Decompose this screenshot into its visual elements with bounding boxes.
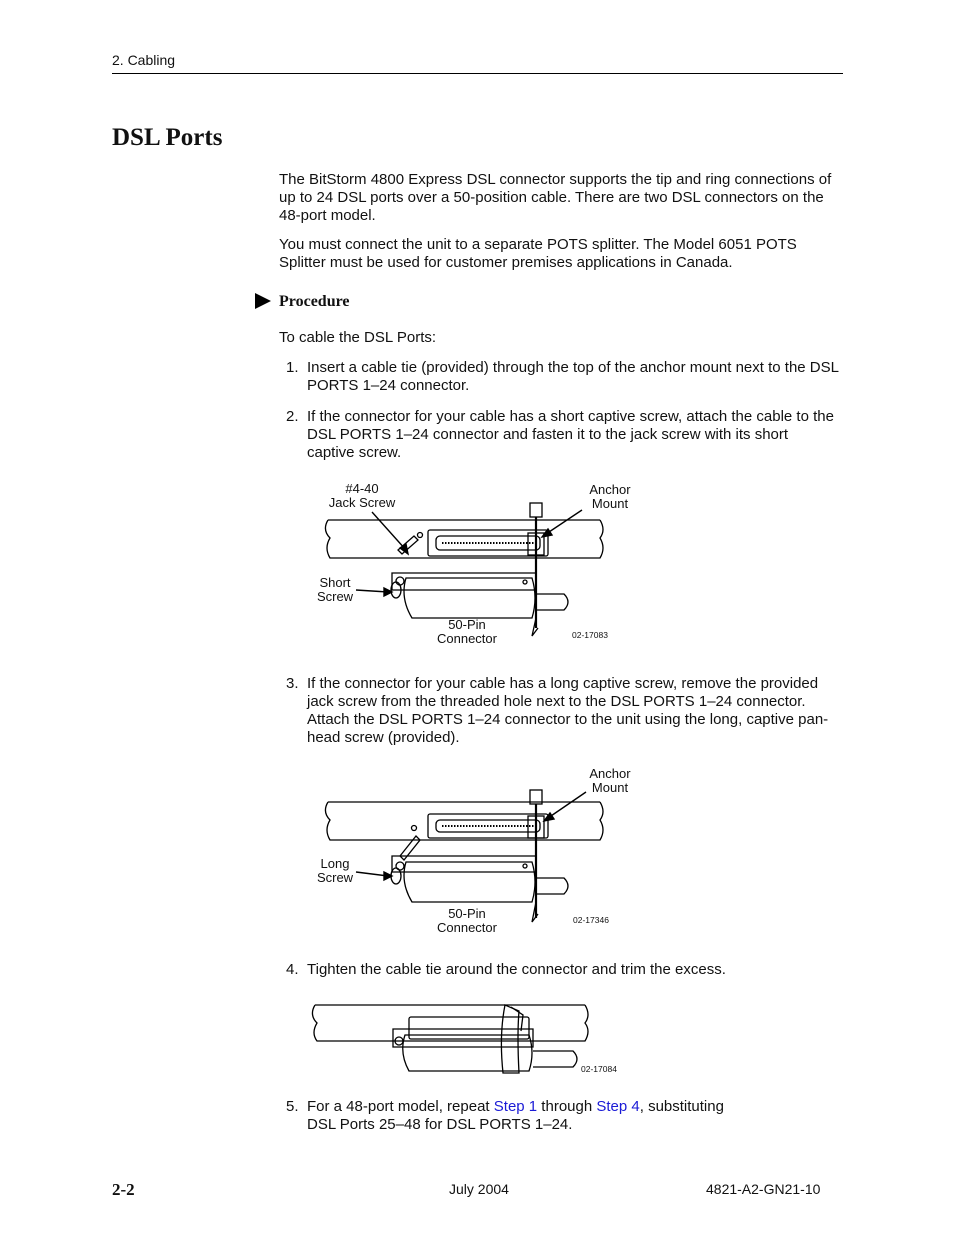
page-title: DSL Ports (112, 124, 223, 151)
procedure-heading (255, 293, 350, 311)
label-50-pin-connector: 50-Pin Connector (437, 906, 497, 935)
step-text: Tighten the cable tie around the connector and trim the excess. (307, 961, 726, 978)
page-number: 2-2 (112, 1180, 135, 1199)
procedure-intro: To cable the DSL Ports: (279, 329, 437, 346)
label-short-screw: Short Screw (316, 575, 354, 604)
figure-id: 02-17083 (572, 630, 608, 640)
procedure-arrow-icon (255, 293, 271, 309)
label-long-screw: Long Screw (316, 856, 354, 885)
footer-date: July 2004 (449, 1181, 509, 1197)
running-header: 2. Cabling (112, 52, 176, 68)
document-number: 4821-A2-GN21-10 (706, 1181, 821, 1197)
link-step-4[interactable]: Step 4 (596, 1098, 640, 1115)
label-anchor-mount: Anchor Mount (589, 482, 631, 511)
figure-id: 02-17084 (581, 1064, 617, 1074)
step-number: 2. (286, 408, 299, 425)
step-number: 3. (286, 675, 299, 692)
step-number: 4. (286, 961, 299, 978)
step-text: If the connector for your cable has a short captive screw, attach the cable to the DSL PORTS 1–24 connector and fasten it to the jack screw with its short captive screw. (307, 408, 834, 461)
step-text: Insert a cable tie (provided) through the top of the anchor mount next to the DSL PORTS 1–24 connector. (307, 359, 839, 394)
intro-paragraph-2: You must connect the unit to a separate POTS splitter. The Model 6051 POTS Splitter must be used for customer premises applications in Canada. (279, 236, 797, 271)
step-number: 5. (286, 1098, 299, 1115)
label-anchor-mount: Anchor Mount (589, 766, 631, 795)
label-jack-screw: #4-40 Jack Screw (328, 481, 396, 510)
intro-paragraph-1: The BitStorm 4800 Express DSL connector supports the tip and ring connections of up to 24 DSL ports over a 50-position cable. There are two DSL connectors on the 48-port model. (279, 171, 832, 224)
label-50-pin-connector: 50-Pin Connector (437, 617, 497, 646)
step-text: For a 48-port model, repeat Step 1 through Step 4, substituting DSL Ports 25–48 for DSL PORTS 1–24. (307, 1098, 724, 1133)
procedure-heading-text: Procedure (279, 293, 350, 310)
figure-id: 02-17346 (573, 915, 609, 925)
header-rule (112, 73, 843, 74)
figure-tightened-tie (305, 995, 625, 1080)
link-step-1[interactable]: Step 1 (493, 1098, 538, 1115)
step-number: 1. (286, 359, 299, 376)
step-text: If the connector for your cable has a long captive screw, remove the provided jack screw from the threaded hole next to the DSL PORTS 1–24 connector. Attach the DSL PORTS 1–24 connector to the unit using the long, captive pan-head screw (provided). (307, 675, 829, 746)
